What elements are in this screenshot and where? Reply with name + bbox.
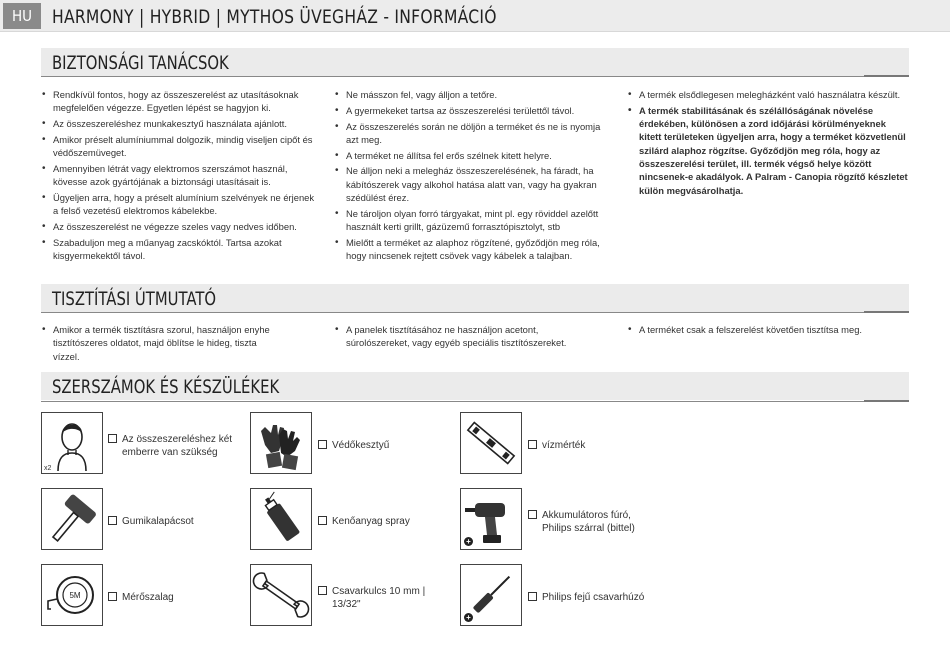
tools-section-header bbox=[41, 372, 909, 400]
safety-section-title: BIZTONSÁGI TANÁCSOK bbox=[52, 52, 229, 74]
safety-item: • Ügyeljen arra, hogy a préselt alumínium szelvények ne érjenek a felső vezetésű elektromos kábelekbe. bbox=[42, 191, 320, 218]
drill-icon bbox=[460, 488, 522, 550]
person-icon bbox=[41, 412, 103, 474]
section-divider bbox=[41, 312, 909, 313]
tool-item-screwdriver bbox=[528, 591, 658, 604]
safety-item: • Az összeszereléshez munkakesztyű használata ajánlott. bbox=[42, 117, 320, 130]
cleaning-column-2 bbox=[335, 323, 575, 352]
tool-label-text: Kenőanyag spray bbox=[332, 516, 410, 527]
cleaning-section-header bbox=[41, 284, 909, 312]
checkbox-icon bbox=[528, 592, 537, 601]
tool-item-mallet bbox=[108, 515, 228, 528]
checkbox-icon bbox=[318, 586, 327, 595]
tool-label-text: Az összeszereléshez két emberre van szükség bbox=[122, 434, 233, 458]
safety-item: • Az összeszerelést ne végezze szeles vagy nedves időben. bbox=[42, 220, 320, 233]
checkbox-icon bbox=[318, 516, 327, 525]
spirit-level-icon bbox=[460, 412, 522, 474]
tool-item-gloves bbox=[318, 439, 438, 452]
checkbox-icon bbox=[108, 592, 117, 601]
cleaning-item: • A terméket csak a felszerelést követően tisztítsa meg. bbox=[628, 323, 910, 336]
wrench-icon bbox=[250, 564, 312, 626]
mallet-icon bbox=[41, 488, 103, 550]
tool-item-wrench bbox=[318, 585, 438, 611]
checkbox-icon bbox=[528, 440, 537, 449]
tool-label-text: Philips fejű csavarhúzó bbox=[542, 592, 645, 603]
checkbox-icon bbox=[318, 440, 327, 449]
plus-icon: + bbox=[464, 537, 473, 546]
safety-column-1 bbox=[42, 88, 320, 265]
safety-column-3 bbox=[628, 88, 910, 199]
document-title: HARMONY | HYBRID | MYTHOS ÜVEGHÁZ - INFORMÁCIÓ bbox=[52, 6, 497, 28]
safety-item: • Az összeszerelés során ne döljön a terméket és ne is nyomja azt meg. bbox=[335, 120, 611, 147]
checkbox-icon bbox=[108, 434, 117, 443]
safety-item: • Szabaduljon meg a műanyag zacskóktól. Tartsa azokat kisgyermekektől távol. bbox=[42, 236, 320, 263]
checkbox-icon bbox=[108, 516, 117, 525]
safety-item-important: • A termék stabilitásának és szélállóságának növelése érdekében, különösen a zord időjárási körülményeknek kitett területeken ügyeljen arra, hogy a terméket közvetlenül szilárd alaphoz rögzítse. Győződjön meg róla, hogy az összeszerelési terület, ill. termék végső helye között nincsenek-e akadályok. A Palram - Canopia rögzítő készletet külön megvásárolhatja. bbox=[628, 104, 910, 197]
safety-item: • Rendkívül fontos, hogy az összeszerelést az utasításoknak megfelelően végezze. Egyetlen lépést se hagyjon ki. bbox=[42, 88, 320, 115]
cleaning-column-1 bbox=[42, 323, 284, 365]
header-bar bbox=[0, 0, 950, 32]
tape-measure-icon bbox=[41, 564, 103, 626]
cleaning-section-title: TISZTÍTÁSI ÚTMUTATÓ bbox=[52, 288, 217, 310]
tool-item-drill bbox=[528, 509, 658, 535]
gloves-icon bbox=[250, 412, 312, 474]
tool-label-text: vízmérték bbox=[542, 440, 586, 451]
spray-can-icon bbox=[250, 488, 312, 550]
tool-item-lube bbox=[318, 515, 438, 528]
tool-label-text: Akkumulátoros fúró, Philips szárral (bittel) bbox=[542, 510, 635, 534]
language-badge: HU bbox=[3, 3, 41, 29]
tool-item-level bbox=[528, 439, 648, 452]
section-divider bbox=[41, 401, 909, 402]
safety-item: • Mielőtt a terméket az alaphoz rögzítené, győződjön meg róla, hogy nincsenek rejtett csövek vagy kábelek a talajban. bbox=[335, 236, 611, 263]
tool-label-text: Gumikalapácsot bbox=[122, 516, 194, 527]
cleaning-item: • Amikor a termék tisztításra szorul, használjon enyhe tisztítószeres oldatot, majd öblítse le hideg, tiszta vízzel. bbox=[42, 323, 284, 363]
plus-icon: + bbox=[464, 613, 473, 622]
safety-item: • A gyermekeket tartsa az összeszerelési területtől távol. bbox=[335, 104, 611, 117]
tool-item-people bbox=[108, 433, 243, 459]
tools-section-title: SZERSZÁMOK ÉS KÉSZÜLÉKEK bbox=[52, 376, 280, 398]
tool-label-text: Csavarkulcs 10 mm | 13/32" bbox=[332, 586, 426, 610]
checkbox-icon bbox=[528, 510, 537, 519]
safety-item: • Amennyiben létrát vagy elektromos szerszámot használ, kövesse azok gyártójának a biztonsági utasításait is. bbox=[42, 162, 320, 189]
safety-section-header bbox=[41, 48, 909, 76]
safety-column-2 bbox=[335, 88, 611, 265]
tape-measure-label: 5M bbox=[69, 591, 81, 600]
safety-item: • Ne tároljon olyan forró tárgyakat, mint pl. egy röviddel azelőtt használt kerti grillt, gázüzemű forrasztópisztolyt, stb bbox=[335, 207, 611, 234]
tool-label-text: Védőkesztyű bbox=[332, 440, 390, 451]
safety-item: • A terméket ne állítsa fel erős szélnek kitett helyre. bbox=[335, 149, 611, 162]
cleaning-column-3 bbox=[628, 323, 910, 339]
safety-item: • Ne álljon neki a melegház összeszerelésének, ha fáradt, ha kábítószerek vagy alkohol hatása alatt van, vagy ha gyakran szédülést érez. bbox=[335, 164, 611, 204]
safety-item: • Amikor préselt alumíniummal dolgozik, mindig viseljen cipőt és védőszemüveget. bbox=[42, 133, 320, 160]
cleaning-item: • A panelek tisztításához ne használjon acetont, súrolószereket, vagy egyéb speciális tisztítószereket. bbox=[335, 323, 575, 350]
quantity-label: x2 bbox=[44, 465, 52, 472]
tool-item-tape bbox=[108, 591, 228, 604]
screwdriver-icon bbox=[460, 564, 522, 626]
safety-item: • A termék elsődlegesen melegházként való használatra készült. bbox=[628, 88, 910, 101]
section-divider bbox=[41, 76, 909, 77]
safety-item: • Ne másszon fel, vagy álljon a tetőre. bbox=[335, 88, 611, 101]
tool-label-text: Mérőszalag bbox=[122, 592, 174, 603]
